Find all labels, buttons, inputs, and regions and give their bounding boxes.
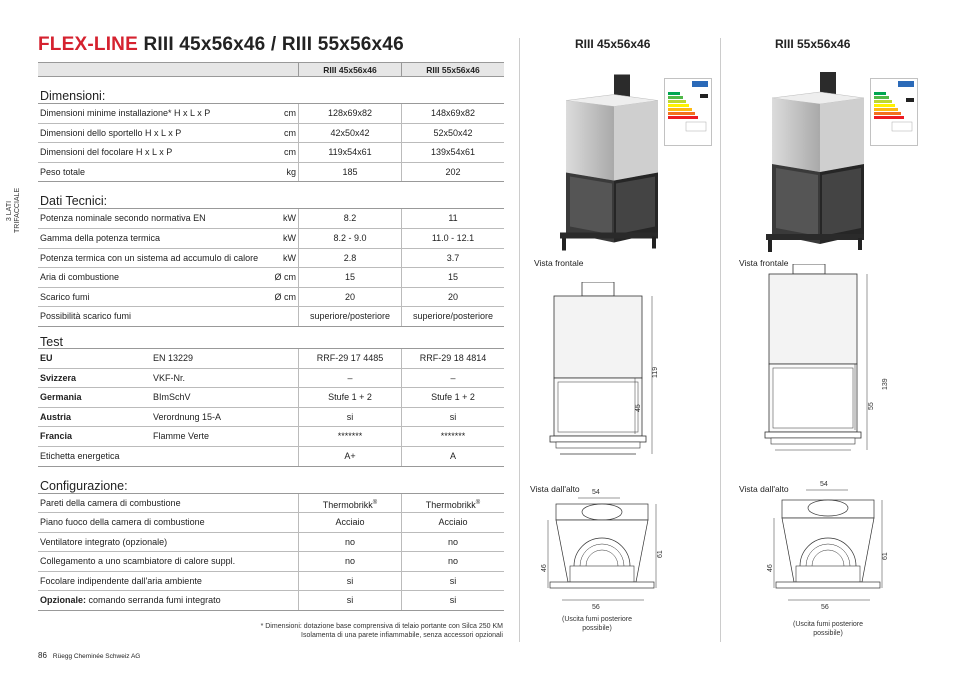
company-name: Rüegg Cheminée Schweiz AG bbox=[52, 653, 141, 660]
flue-note-55: (Uscita fumi posteriore possibile) bbox=[792, 621, 864, 637]
side-tab-line2: TRIFACCIALE bbox=[14, 187, 21, 233]
model-title-45: RIII 45x56x46 bbox=[575, 37, 651, 51]
footnote: * Dimensioni: dotazione base comprensiva di telaio portante con Silca 250 KM Isolamenta di una parete infiammabile, senza accessori opzionali bbox=[260, 623, 503, 639]
dim-bottom-45: 56 bbox=[592, 604, 600, 610]
table-row: Opzionale: comando serranda fumi integrato si si bbox=[38, 591, 504, 611]
dim-door-55: 55 bbox=[868, 402, 875, 410]
model-names: RIII 45x56x46 / RIII 55x56x46 bbox=[143, 34, 404, 55]
dim-bottom-55: 56 bbox=[821, 604, 829, 610]
table-row: Germania BImSchV Stufe 1 + 2 Stufe 1 + 2 bbox=[38, 388, 504, 408]
section-test: Test bbox=[38, 327, 504, 349]
dim-depth-left-55: 46 bbox=[767, 564, 774, 572]
column-divider bbox=[720, 38, 721, 642]
side-tab bbox=[3, 187, 25, 237]
dim-top-width-45: 54 bbox=[592, 489, 600, 496]
table-row: Austria Verordnung 15-A si si bbox=[38, 408, 504, 428]
page-title bbox=[38, 34, 404, 56]
table-row: Possibilità scarico fumi superiore/posteriore superiore/posteriore bbox=[38, 307, 504, 327]
dati-rows bbox=[38, 209, 504, 327]
section-dati-tecnici: Dati Tecnici: bbox=[38, 182, 504, 209]
test-rows bbox=[38, 349, 504, 467]
dim-height-55: 139 bbox=[882, 378, 889, 390]
table-row: Collegamento a uno scambiatore di calore suppl. no no bbox=[38, 552, 504, 572]
table-row: Potenza termica con un sistema ad accumulo di calore kW 2.8 3.7 bbox=[38, 249, 504, 269]
front-view-drawing-45 bbox=[540, 282, 680, 482]
table-row: Ventilatore integrato (opzionale) no no bbox=[38, 533, 504, 553]
spec-table bbox=[38, 62, 504, 611]
header-col1: RIII 45x56x46 bbox=[298, 63, 401, 76]
top-view-drawing-45 bbox=[540, 486, 680, 610]
dimensioni-rows bbox=[38, 104, 504, 182]
front-view-label-45: Vista frontale bbox=[534, 258, 584, 268]
dim-door-45: 45 bbox=[635, 404, 642, 412]
dim-depth-right-55: 61 bbox=[882, 552, 889, 560]
table-row: Pareti della camera di combustione Thermobrikk® Thermobrikk® bbox=[38, 494, 504, 514]
table-row: Scarico fumi Ø cm 20 20 bbox=[38, 288, 504, 308]
table-row: Potenza nominale secondo normativa EN kW 8.2 11 bbox=[38, 209, 504, 229]
front-view-label-55: Vista frontale bbox=[739, 258, 789, 268]
fireplace-photo-45 bbox=[556, 70, 666, 260]
side-tab-line1: 3 LATI bbox=[6, 200, 13, 222]
energy-label-row: Etichetta energetica A+ A bbox=[38, 447, 504, 467]
table-row: EU EN 13229 RRF-29 17 4485 RRF-29 18 4814 bbox=[38, 349, 504, 369]
dim-top-width-55: 54 bbox=[820, 481, 828, 488]
table-row: Focolare indipendente dall'aria ambiente si si bbox=[38, 572, 504, 592]
dim-depth-right-45: 61 bbox=[657, 550, 664, 558]
header-col2: RIII 55x56x46 bbox=[401, 63, 504, 76]
energy-label-icon bbox=[870, 78, 918, 146]
top-view-label-55: Vista dall'alto bbox=[739, 484, 789, 494]
dim-depth-left-45: 46 bbox=[541, 564, 548, 572]
top-view-drawing-55 bbox=[760, 478, 900, 610]
section-dimensioni: Dimensioni: bbox=[38, 77, 504, 104]
page-footer bbox=[38, 651, 140, 660]
top-view-label-45: Vista dall'alto bbox=[530, 484, 580, 494]
flue-note-45: (Uscita fumi posteriore possibile) bbox=[561, 616, 633, 632]
table-row: Dimensioni del focolare H x L x P cm 119x54x61 139x54x61 bbox=[38, 143, 504, 163]
page-number: 86 bbox=[38, 651, 47, 660]
table-row: Peso totale kg 185 202 bbox=[38, 163, 504, 183]
model-title-55: RIII 55x56x46 bbox=[775, 37, 851, 51]
table-row: Piano fuoco della camera di combustione Acciaio Acciaio bbox=[38, 513, 504, 533]
front-view-drawing-55 bbox=[745, 264, 895, 482]
brand-name: FLEX-LINE bbox=[38, 34, 138, 55]
table-row: Svizzera VKF-Nr. – – bbox=[38, 369, 504, 389]
section-configurazione: Configurazione: bbox=[38, 467, 504, 494]
table-row: Gamma della potenza termica kW 8.2 - 9.0 11.0 - 12.1 bbox=[38, 229, 504, 249]
table-header bbox=[38, 62, 504, 77]
energy-label-icon bbox=[664, 78, 712, 146]
table-row: Dimensioni dello sportello H x L x P cm 42x50x42 52x50x42 bbox=[38, 124, 504, 144]
config-rows bbox=[38, 494, 504, 612]
table-row: Dimensioni minime installazione* H x L x P cm 128x69x82 148x69x82 bbox=[38, 104, 504, 124]
table-row: Aria di combustione Ø cm 15 15 bbox=[38, 268, 504, 288]
fireplace-photo-55 bbox=[762, 70, 872, 260]
dim-height-45: 119 bbox=[652, 366, 659, 378]
column-divider bbox=[519, 38, 520, 642]
table-row: Francia Flamme Verte ******* ******* bbox=[38, 427, 504, 447]
